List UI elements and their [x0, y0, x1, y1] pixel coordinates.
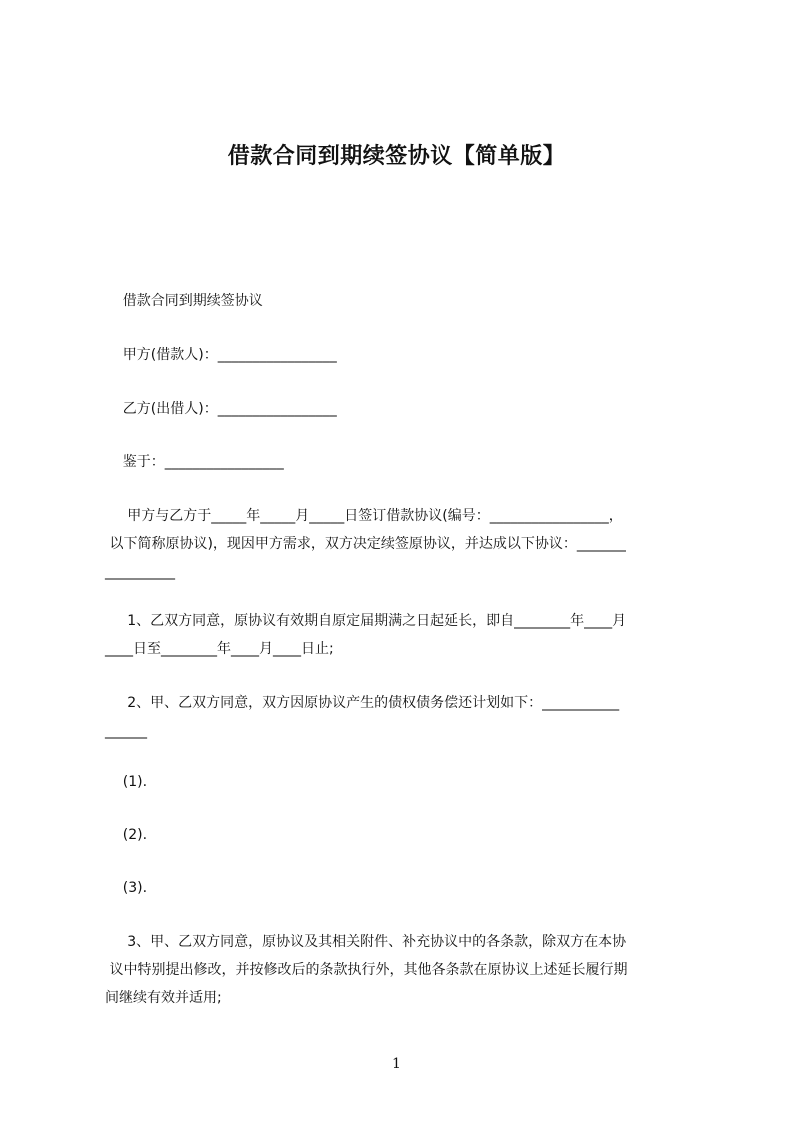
clause-2-line-1: 2、甲、乙双方同意，双方因原协议产生的债权债务偿还计划如下：___________ [105, 695, 620, 711]
list-item-1: (1). [105, 774, 148, 790]
intro-paragraph-line-2: 以下简称原协议)，现因甲方需求，双方决定续签原协议，并达成以下协议：_______ [105, 536, 626, 552]
clause-3-line-1: 3、甲、乙双方同意，原协议及其相关附件、补充协议中的各条款，除双方在本协 [105, 934, 627, 950]
document-title: 借款合同到期续签协议【简单版】 [227, 144, 566, 169]
intro-paragraph-line-1: 甲方与乙方于_____年_____月_____日签订借款协议(编号：_________________， [105, 508, 623, 524]
list-item-2: (2). [105, 827, 148, 843]
clause-3-line-3: 间继续有效并适用; [105, 990, 222, 1006]
list-item-3: (3). [105, 880, 148, 896]
page-number: 1 [392, 1056, 401, 1072]
paragraph-heading: 借款合同到期续签协议 [105, 293, 263, 309]
intro-paragraph-line-3: __________ [105, 564, 175, 580]
whereas-line: 鉴于：_________________ [105, 454, 284, 470]
clause-3-line-2: 议中特别提出修改，并按修改后的条款执行外，其他各条款在原协议上述延长履行期 [105, 962, 628, 978]
clause-1-line-2: ____日至________年____月____日止; [105, 641, 334, 657]
clause-1-line-1: 1、乙双方同意，原协议有效期自原定届期满之日起延长，即自________年____月 [105, 613, 627, 629]
party-b-line: 乙方(出借人)：_________________ [105, 401, 337, 417]
party-a-line: 甲方(借款人)：_________________ [105, 347, 337, 363]
clause-2-line-2: ______ [105, 723, 147, 739]
